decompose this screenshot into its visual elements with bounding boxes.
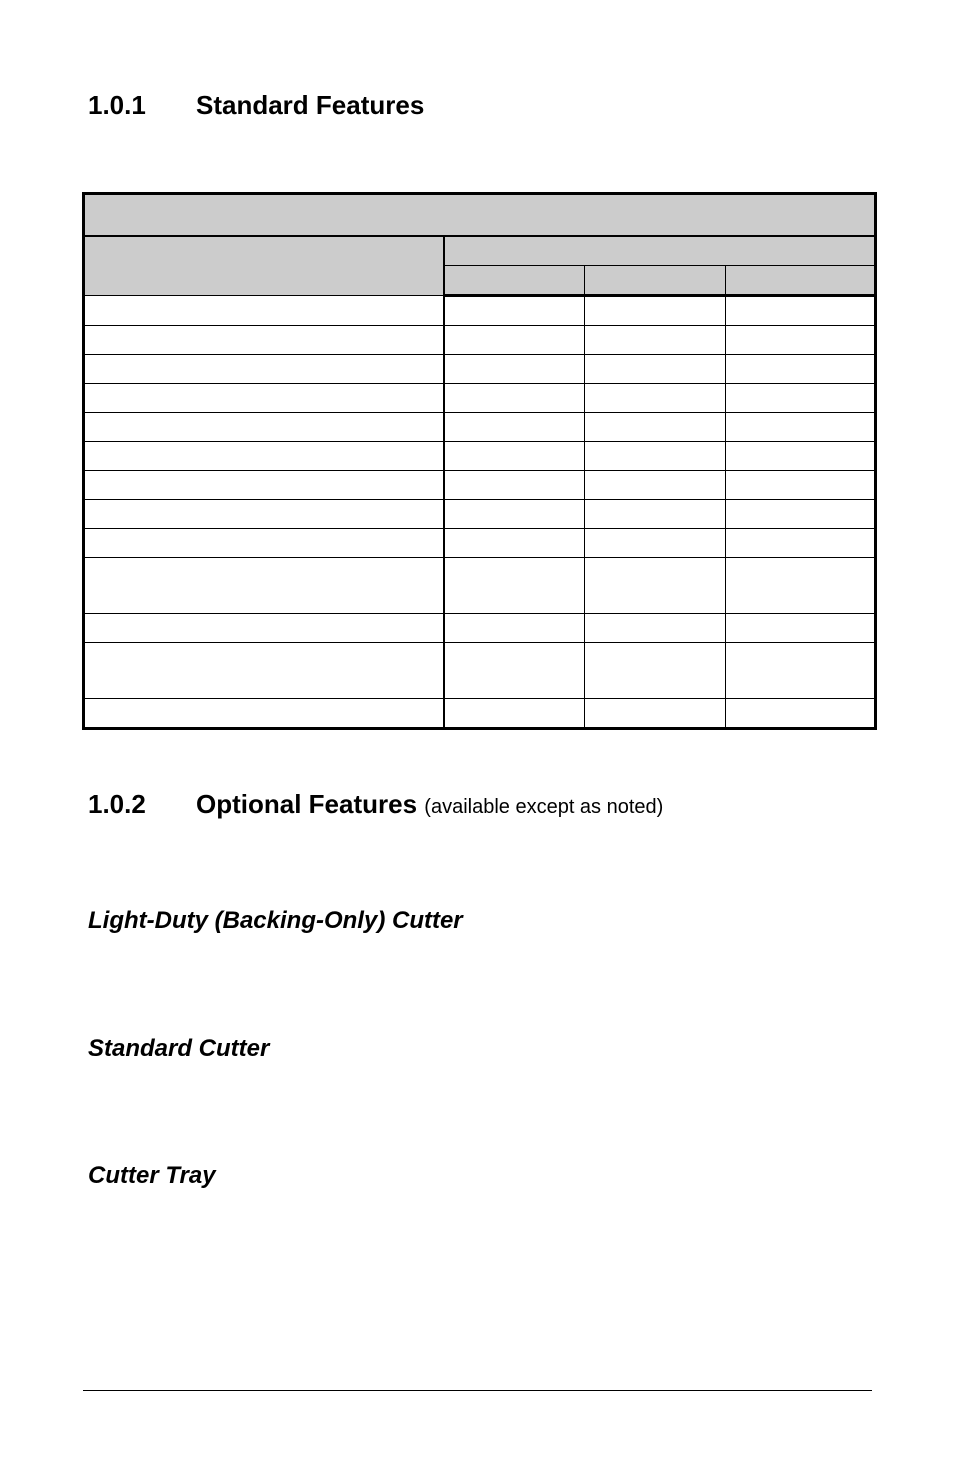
section-title: Optional Features bbox=[196, 789, 418, 819]
footer-divider bbox=[83, 1390, 872, 1391]
table-title-row bbox=[84, 194, 876, 237]
feature-header-cell bbox=[84, 236, 444, 296]
section-heading-standard-features bbox=[88, 90, 424, 120]
table-row bbox=[84, 614, 876, 643]
table-row bbox=[84, 384, 876, 413]
section-title: Standard Features bbox=[196, 90, 425, 120]
table-row bbox=[84, 500, 876, 529]
table-row bbox=[84, 699, 876, 729]
model-header-cell bbox=[444, 266, 585, 296]
table-row bbox=[84, 296, 876, 326]
subheading-cutter-tray: Cutter Tray bbox=[88, 1162, 216, 1189]
section-number: 1.0.2 bbox=[88, 789, 146, 819]
table-row bbox=[84, 442, 876, 471]
standard-features-table bbox=[82, 192, 877, 730]
section-heading-optional-features bbox=[88, 789, 663, 822]
table-row bbox=[84, 413, 876, 442]
table-header-row bbox=[84, 236, 876, 266]
table-title-cell bbox=[84, 194, 876, 237]
table-row bbox=[84, 326, 876, 355]
table-row bbox=[84, 355, 876, 384]
subheading-light-duty-cutter: Light-Duty (Backing-Only) Cutter bbox=[88, 907, 463, 934]
table-row bbox=[84, 471, 876, 500]
model-header-cell bbox=[585, 266, 726, 296]
table-row bbox=[84, 529, 876, 558]
table-row bbox=[84, 643, 876, 699]
table-row bbox=[84, 558, 876, 614]
model-header-cell bbox=[726, 266, 876, 296]
subheading-standard-cutter: Standard Cutter bbox=[88, 1035, 270, 1062]
section-note: (available except as noted) bbox=[424, 796, 664, 818]
section-number: 1.0.1 bbox=[88, 90, 146, 120]
model-group-header-cell bbox=[444, 236, 876, 266]
